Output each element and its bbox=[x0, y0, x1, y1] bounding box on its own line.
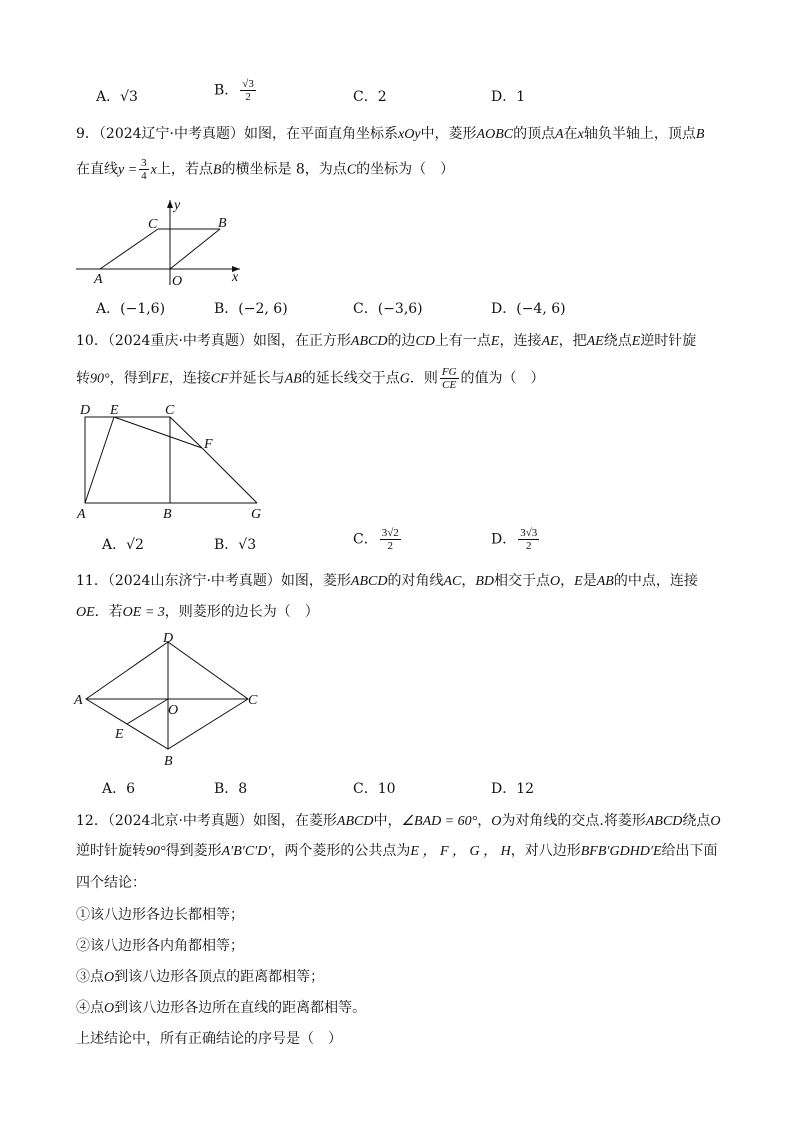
q11-label-d: D bbox=[163, 631, 174, 646]
q10-figure bbox=[74, 398, 274, 526]
q9-label-b: B bbox=[218, 216, 227, 231]
q9-label-c: C bbox=[148, 217, 158, 232]
q8-option-d: D．1 bbox=[491, 89, 526, 105]
q9-line2: 在直线y = $\frac{3}{4}$ x上，若点B的横坐标是 8，为点C的坐标为（ ） bbox=[76, 157, 455, 182]
q10-label-a: A bbox=[77, 507, 86, 522]
q10-line2: 转90°，得到FE，连接CF并延长与AB的延长线交于点G．则 $\frac{FG}{CE}$ 的值为（ ） bbox=[76, 366, 545, 391]
q12-conclusion-1: ①该八边形各边长都相等； bbox=[76, 907, 244, 923]
q10-option-a: A．√2 bbox=[102, 537, 144, 553]
q12-line1: 12．（2024北京·中考真题）如图，在菱形ABCD中，∠BAD = 60°，O为对角线的交点.将菱形ABCD绕点O bbox=[76, 813, 721, 829]
q12-conclusion-4: ④点O到该八边形各边所在直线的距离都相等。 bbox=[76, 1000, 367, 1016]
q11-option-a: A．6 bbox=[102, 781, 136, 797]
q12-line2: 逆时针旋转90°得到菱形A′B′C′D′，两个菱形的公共点为E ， F ， G ， H，对八边形BFB′GDHD′E给出下面 bbox=[76, 843, 718, 859]
q10-label-c: C bbox=[165, 403, 175, 418]
q11-option-b: B．8 bbox=[214, 781, 248, 797]
q11-figure bbox=[70, 628, 270, 768]
q11-option-d: D．12 bbox=[491, 781, 535, 797]
q9-line1: 9．（2024辽宁·中考真题）如图，在平面直角坐标系xOy中，菱形AOBC的顶点A在x轴负半轴上，顶点B bbox=[76, 126, 705, 142]
q10-label-d: D bbox=[80, 403, 91, 418]
q9-option-d: D．(−4, 6) bbox=[491, 301, 566, 317]
q12-final-question: 上述结论中，所有正确结论的序号是（ ） bbox=[76, 1031, 342, 1047]
q9-label-a: A bbox=[94, 272, 103, 287]
q9-option-a: A．(−1,6) bbox=[96, 301, 166, 317]
q11-label-o: O bbox=[168, 703, 179, 718]
q12-conclusion-3: ③点O到该八边形各顶点的距离都相等； bbox=[76, 969, 325, 985]
q11-option-c: C．10 bbox=[353, 781, 396, 797]
q8-option-a-label: A． bbox=[96, 89, 121, 105]
q9-figure bbox=[70, 195, 250, 290]
q10-ratio-fraction: $\frac{FG}{CE}$ bbox=[441, 366, 457, 391]
q12-line3: 四个结论： bbox=[76, 875, 146, 891]
q9-label-y: y bbox=[174, 198, 181, 213]
q10-option-d: D． $\frac{3√3}{2}$ bbox=[491, 527, 538, 552]
q9-slope-fraction: $\frac{3}{4}$ bbox=[141, 157, 147, 182]
q10-option-b: B．√3 bbox=[214, 537, 257, 553]
q10-label-f: F bbox=[204, 437, 213, 452]
q10-option-c: C． $\frac{3√2}{2}$ bbox=[353, 527, 399, 552]
q9-option-c: C．(−3,6) bbox=[353, 301, 423, 317]
q8-option-b bbox=[214, 78, 258, 103]
q11-label-b: B bbox=[164, 754, 173, 768]
q8-option-a-value: √3 bbox=[120, 89, 138, 105]
q8-option-b-label: B． bbox=[214, 82, 239, 99]
q9-label-o: O bbox=[172, 274, 183, 289]
q11-label-c: C bbox=[248, 693, 258, 708]
q9-option-b: B．(−2, 6) bbox=[214, 301, 288, 317]
q11-label-e: E bbox=[115, 727, 124, 742]
q10-label-e: E bbox=[110, 403, 119, 418]
q10-line1: 10．（2024重庆·中考真题）如图，在正方形ABCD的边CD上有一点E，连接AE，把AE绕点E逆时针旋 bbox=[76, 333, 697, 349]
q12-conclusion-2: ②该八边形各内角都相等； bbox=[76, 938, 244, 954]
q8-option-a bbox=[96, 87, 138, 107]
q11-line2: OE．若OE = 3，则菱形的边长为（ ） bbox=[76, 604, 319, 620]
q10-label-g: G bbox=[251, 507, 262, 522]
q8-option-b-fraction: $\frac{√3}{2}$ bbox=[242, 78, 254, 103]
q11-line1: 11．（2024山东济宁·中考真题）如图，菱形ABCD的对角线AC，BD相交于点O，E是AB的中点，连接 bbox=[76, 573, 698, 589]
q11-label-a: A bbox=[74, 693, 83, 708]
q8-option-c: C．2 bbox=[353, 89, 387, 105]
q10-label-b: B bbox=[163, 507, 172, 522]
q9-label-x: x bbox=[232, 270, 239, 285]
